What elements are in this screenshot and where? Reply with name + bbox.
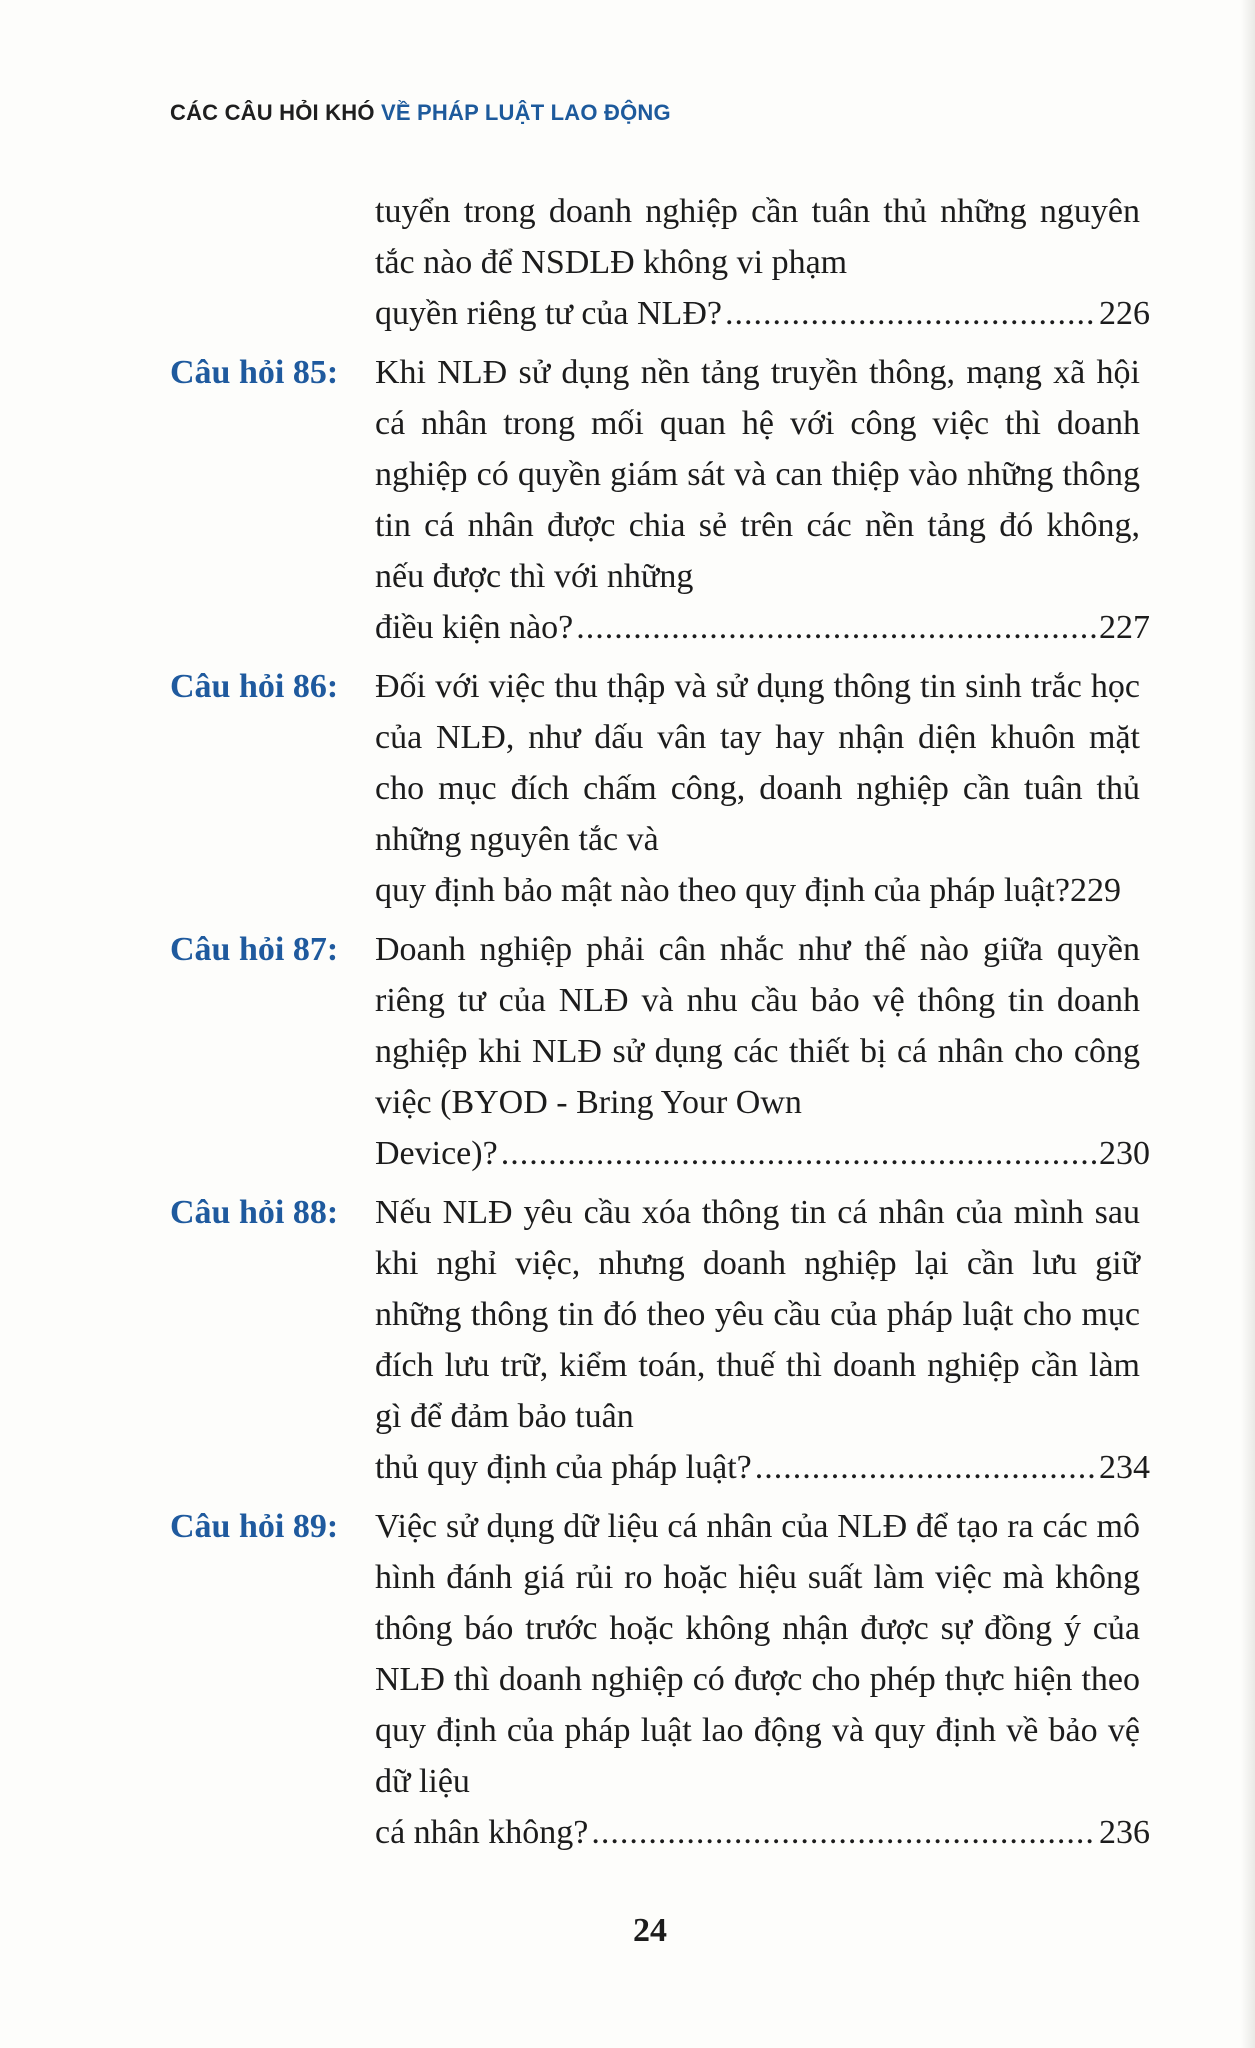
entry-page-number: 227 bbox=[1099, 609, 1150, 646]
dot-leader bbox=[501, 1128, 1096, 1179]
question-label: Câu hỏi 85: bbox=[170, 354, 339, 391]
entry-text: tuyển trong doanh nghiệp cần tuân thủ những nguyên tắc nào để NSDLĐ không vi phạm bbox=[375, 193, 1140, 281]
toc-entry-86 bbox=[170, 661, 1150, 916]
entry-last-text: Device)? bbox=[375, 1135, 498, 1172]
entry-last-line bbox=[375, 1442, 1150, 1493]
entry-text: Nếu NLĐ yêu cầu xóa thông tin cá nhân của mình sau khi nghỉ việc, nhưng doanh nghiệp lại cần lưu giữ những thông tin đó theo yêu cầu của pháp luật cho mục đích lưu trữ, kiểm toán, thuế thì doanh nghiệp cần làm gì để đảm bảo tuân bbox=[375, 1194, 1140, 1435]
entry-text: Khi NLĐ sử dụng nền tảng truyền thông, mạng xã hội cá nhân trong mối quan hệ với công việc thì doanh nghiệp có quyền giám sát và can thiệp vào những thông tin cá nhân được chia sẻ trên các nền tảng đó không, nếu được thì với những bbox=[375, 354, 1140, 595]
entry-last-line bbox=[375, 1807, 1150, 1858]
dot-leader bbox=[725, 288, 1096, 339]
toc-entry-85 bbox=[170, 347, 1150, 653]
entry-last-text: điều kiện nào? bbox=[375, 609, 574, 646]
entry-page-number: 226 bbox=[1099, 295, 1150, 332]
entry-page-number: 236 bbox=[1099, 1814, 1150, 1851]
question-label: Câu hỏi 86: bbox=[170, 668, 339, 705]
page-edge bbox=[1241, 0, 1255, 2048]
question-label: Câu hỏi 88: bbox=[170, 1194, 339, 1231]
toc-entry-89 bbox=[170, 1501, 1150, 1858]
page-number: 24 bbox=[633, 1912, 667, 1949]
header-title-part1: CÁC CÂU HỎI KHÓ bbox=[170, 100, 375, 125]
entry-text: Đối với việc thu thập và sử dụng thông tin sinh trắc học của NLĐ, như dấu vân tay hay nhận diện khuôn mặt cho mục đích chấm công, doanh nghiệp cần tuân thủ những nguyên tắc và bbox=[375, 668, 1140, 858]
entry-last-text: quyền riêng tư của NLĐ? bbox=[375, 295, 722, 332]
toc-entry-continued bbox=[170, 186, 1150, 339]
entry-last-text: cá nhân không? bbox=[375, 1814, 589, 1851]
question-label: Câu hỏi 87: bbox=[170, 931, 339, 968]
toc-entry-88 bbox=[170, 1187, 1150, 1493]
entry-page-number: 234 bbox=[1099, 1449, 1150, 1486]
entry-text: Việc sử dụng dữ liệu cá nhân của NLĐ để tạo ra các mô hình đánh giá rủi ro hoặc hiệu suất làm việc mà không thông báo trước hoặc không nhận được sự đồng ý của NLĐ thì doanh nghiệp có được cho phép thực hiện theo quy định của pháp luật lao động và quy định về bảo vệ dữ liệu bbox=[375, 1508, 1140, 1800]
dot-leader bbox=[755, 1442, 1096, 1493]
entry-last-text: quy định bảo mật nào theo quy định của pháp luật?229 bbox=[375, 872, 1121, 909]
question-label: Câu hỏi 89: bbox=[170, 1508, 339, 1545]
entry-last-line bbox=[375, 288, 1150, 339]
toc-entry-87 bbox=[170, 924, 1150, 1179]
entry-last-text: thủ quy định của pháp luật? bbox=[375, 1449, 752, 1486]
entry-last-line bbox=[375, 1128, 1150, 1179]
entry-text: Doanh nghiệp phải cân nhắc như thế nào giữa quyền riêng tư của NLĐ và nhu cầu bảo vệ thông tin doanh nghiệp khi NLĐ sử dụng các thiết bị cá nhân cho công việc (BYOD - Bring Your Own bbox=[375, 931, 1140, 1121]
running-header bbox=[170, 100, 671, 126]
entry-page-number: 230 bbox=[1099, 1135, 1150, 1172]
header-title-part2: VỀ PHÁP LUẬT LAO ĐỘNG bbox=[380, 100, 671, 125]
dot-leader bbox=[576, 602, 1096, 653]
entry-last-line bbox=[375, 602, 1150, 653]
entry-last-line bbox=[375, 865, 1150, 916]
table-of-contents bbox=[170, 186, 1150, 1858]
dot-leader bbox=[591, 1807, 1096, 1858]
